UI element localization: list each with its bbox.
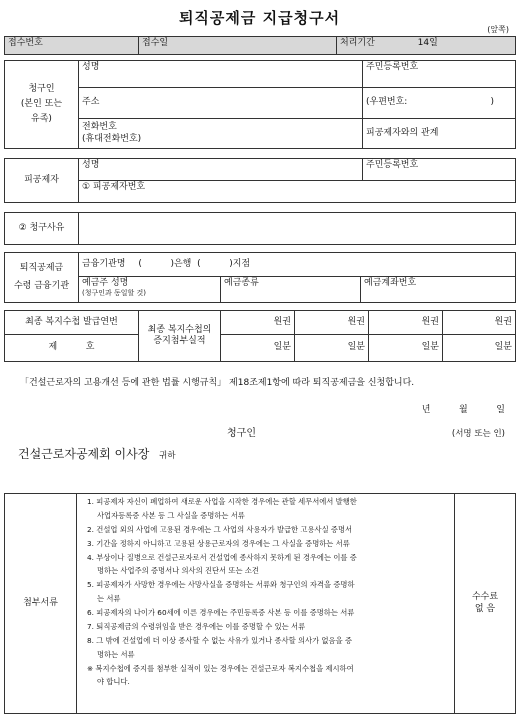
claim-reason-field[interactable] [79, 213, 516, 245]
claimant-name-field[interactable] [79, 61, 363, 88]
attachment-item: 는 서류 [97, 594, 121, 604]
declaration-text: 「건설근로자의 고용개선 등에 관한 법률 시행규칙」 제18조제1항에 따라 퇴직공제금을 신청합니다. [20, 378, 415, 388]
attachments-table [4, 493, 516, 714]
attachment-item: ※ 복지수첩에 증지를 첨부한 실적이 있는 경우에는 건설근로자 복지수첩을 제시하여 [87, 663, 354, 673]
claimant-rrn-label: 주민등록번호 [366, 62, 419, 72]
receipt-header-table [4, 36, 516, 55]
stamp-won-3[interactable]: 원권 [369, 311, 443, 335]
stamp-record-table [4, 310, 516, 362]
addressee [18, 445, 176, 462]
attachment-item: 8. 그 밖에 건설업에 더 이상 종사할 수 없는 사유가 있거나 종사할 의사가 없음을 증 [87, 635, 352, 645]
insured-section-label: 피공제자 [5, 159, 79, 203]
depositor-label: 예금주 성명 [82, 278, 129, 288]
attachment-item: 6. 피공제자의 나이가 60세에 이른 경우에는 주민등록증 사본 등 이를 증명하는 서류 [87, 608, 355, 617]
bank-name-value: ( )은행 ( )지점 [138, 258, 251, 269]
stamp-won-2[interactable]: 원권 [295, 311, 369, 335]
claimant-postal-field[interactable] [363, 88, 516, 119]
attachments-list [77, 494, 455, 714]
attachment-item: 사업자등록증 사본 등 그 사실을 증명하는 서류 [97, 510, 245, 520]
insured-table [4, 158, 516, 203]
addressee-honorific: 귀하 [159, 451, 176, 461]
processing-period-field [337, 37, 516, 55]
stamp-days-1[interactable]: 일분 [221, 335, 295, 362]
processing-period-value: 14일 [417, 38, 438, 48]
stamp-days-3[interactable]: 일분 [369, 335, 443, 362]
insured-rrn-label: 주민등록번호 [366, 160, 419, 170]
bank-table [4, 252, 516, 303]
receipt-date-label: 접수일 [142, 38, 169, 48]
addressee-name: 건설근로자공제회 이사장 [18, 447, 150, 461]
bank-section-label [5, 253, 79, 303]
claimant-section-label: 청구인 (본인 또는 유족) [5, 61, 79, 149]
stamp-days-4[interactable]: 일분 [443, 335, 516, 362]
claimant-address-label: 주소 [82, 97, 100, 108]
claimant-address-field[interactable] [79, 88, 363, 119]
bank-section-label-line2: 수령 금융기관 [13, 280, 70, 291]
bank-name-label: 금융기관명 [82, 258, 126, 269]
attachment-item: 7. 퇴직공제금의 수령위임을 받은 경우에는 이를 증명할 수 있는 서류 [87, 621, 306, 631]
claimant-phone-field[interactable] [79, 119, 363, 149]
insured-number-field[interactable] [79, 181, 516, 203]
bank-section-label-line1: 퇴직공제금 [19, 263, 64, 274]
claim-reason-label: ② 청구사유 [5, 213, 79, 245]
account-type-label: 예금종류 [224, 278, 259, 288]
claimant-name-label: 성명 [82, 62, 100, 72]
bank-name-field[interactable] [79, 253, 516, 277]
postal-code-close: ) [490, 97, 494, 108]
form-title: 퇴직공제금 지급청구서 [178, 9, 341, 27]
account-number-field[interactable] [361, 277, 516, 303]
fee-label: 수수료 없 음 [455, 494, 516, 714]
passbook-serial-label: 최종 복지수첩 발급연번 [5, 311, 139, 335]
insured-rrn-field[interactable] [363, 159, 516, 181]
claimant-relation-field[interactable] [363, 119, 516, 149]
claimant-rrn-field[interactable] [363, 61, 516, 88]
receipt-number-field[interactable] [5, 37, 139, 55]
attachments-label: 첨부서류 [5, 494, 77, 714]
attachment-item: 1. 피공제자 자신이 폐업하여 새로운 사업을 시작한 경우에는 관할 세무서에서 발행한 [87, 497, 357, 506]
passbook-serial-number-field[interactable]: 제 호 [5, 335, 139, 362]
attachment-item: 2. 건설업 외의 사업에 고용된 경우에는 그 사업의 사용자가 발급한 고용사실 증명서 [87, 524, 353, 534]
account-type-field[interactable] [221, 277, 361, 303]
signature-field[interactable]: (서명 또는 인) [451, 429, 505, 439]
depositor-field[interactable] [79, 277, 221, 303]
stamp-days-2[interactable]: 일분 [295, 335, 369, 362]
receipt-date-field[interactable] [139, 37, 337, 55]
claimant-relation-label: 피공제자와의 관계 [366, 127, 439, 138]
attachment-item: 4. 부상이나 질병으로 건설근로자로서 건설업에 종사하지 못하게 된 경우에는 이를 증 [87, 552, 357, 562]
attachment-item: 명하는 서류 [97, 649, 135, 659]
processing-period-label: 처리기간 [340, 38, 375, 48]
reason-table [4, 212, 516, 245]
stamp-record-label: 최종 복지수첩의 증지첨부실적 [139, 311, 221, 362]
front-side-label: (앞쪽) [487, 25, 509, 34]
insured-number-label: ① 피공제자번호 [82, 182, 146, 192]
insured-name-field[interactable] [79, 159, 363, 181]
claimant-phone-label: 전화번호 (휴대전화번호) [82, 122, 142, 144]
insured-name-label: 성명 [82, 160, 100, 170]
stamp-won-4[interactable]: 원권 [443, 311, 516, 335]
declaration-date[interactable]: 년 월 일 [421, 405, 505, 415]
attachment-item: 3. 기간을 정하지 아니하고 고용된 상용근로자의 경우에는 그 사실을 증명하는 서류 [87, 538, 350, 548]
postal-code-label: (우편번호: [366, 97, 408, 108]
stamp-won-1[interactable]: 원권 [221, 311, 295, 335]
claimant-table [4, 60, 516, 149]
account-number-label: 예금계좌번호 [364, 278, 417, 288]
attachment-item: 야 합니다. [97, 677, 130, 687]
attachment-item: 5. 피공제자가 사망한 경우에는 사망사실을 증명하는 서류와 청구인의 자격을 증명하 [87, 580, 355, 590]
receipt-number-label: 접수번호 [8, 38, 43, 48]
claimant-sign-label: 청구인 [227, 428, 256, 439]
attachment-item: 명하는 사업주의 증명서나 의사의 진단서 또는 소견 [97, 566, 259, 576]
depositor-note: (청구인과 동일할 것) [82, 289, 147, 298]
